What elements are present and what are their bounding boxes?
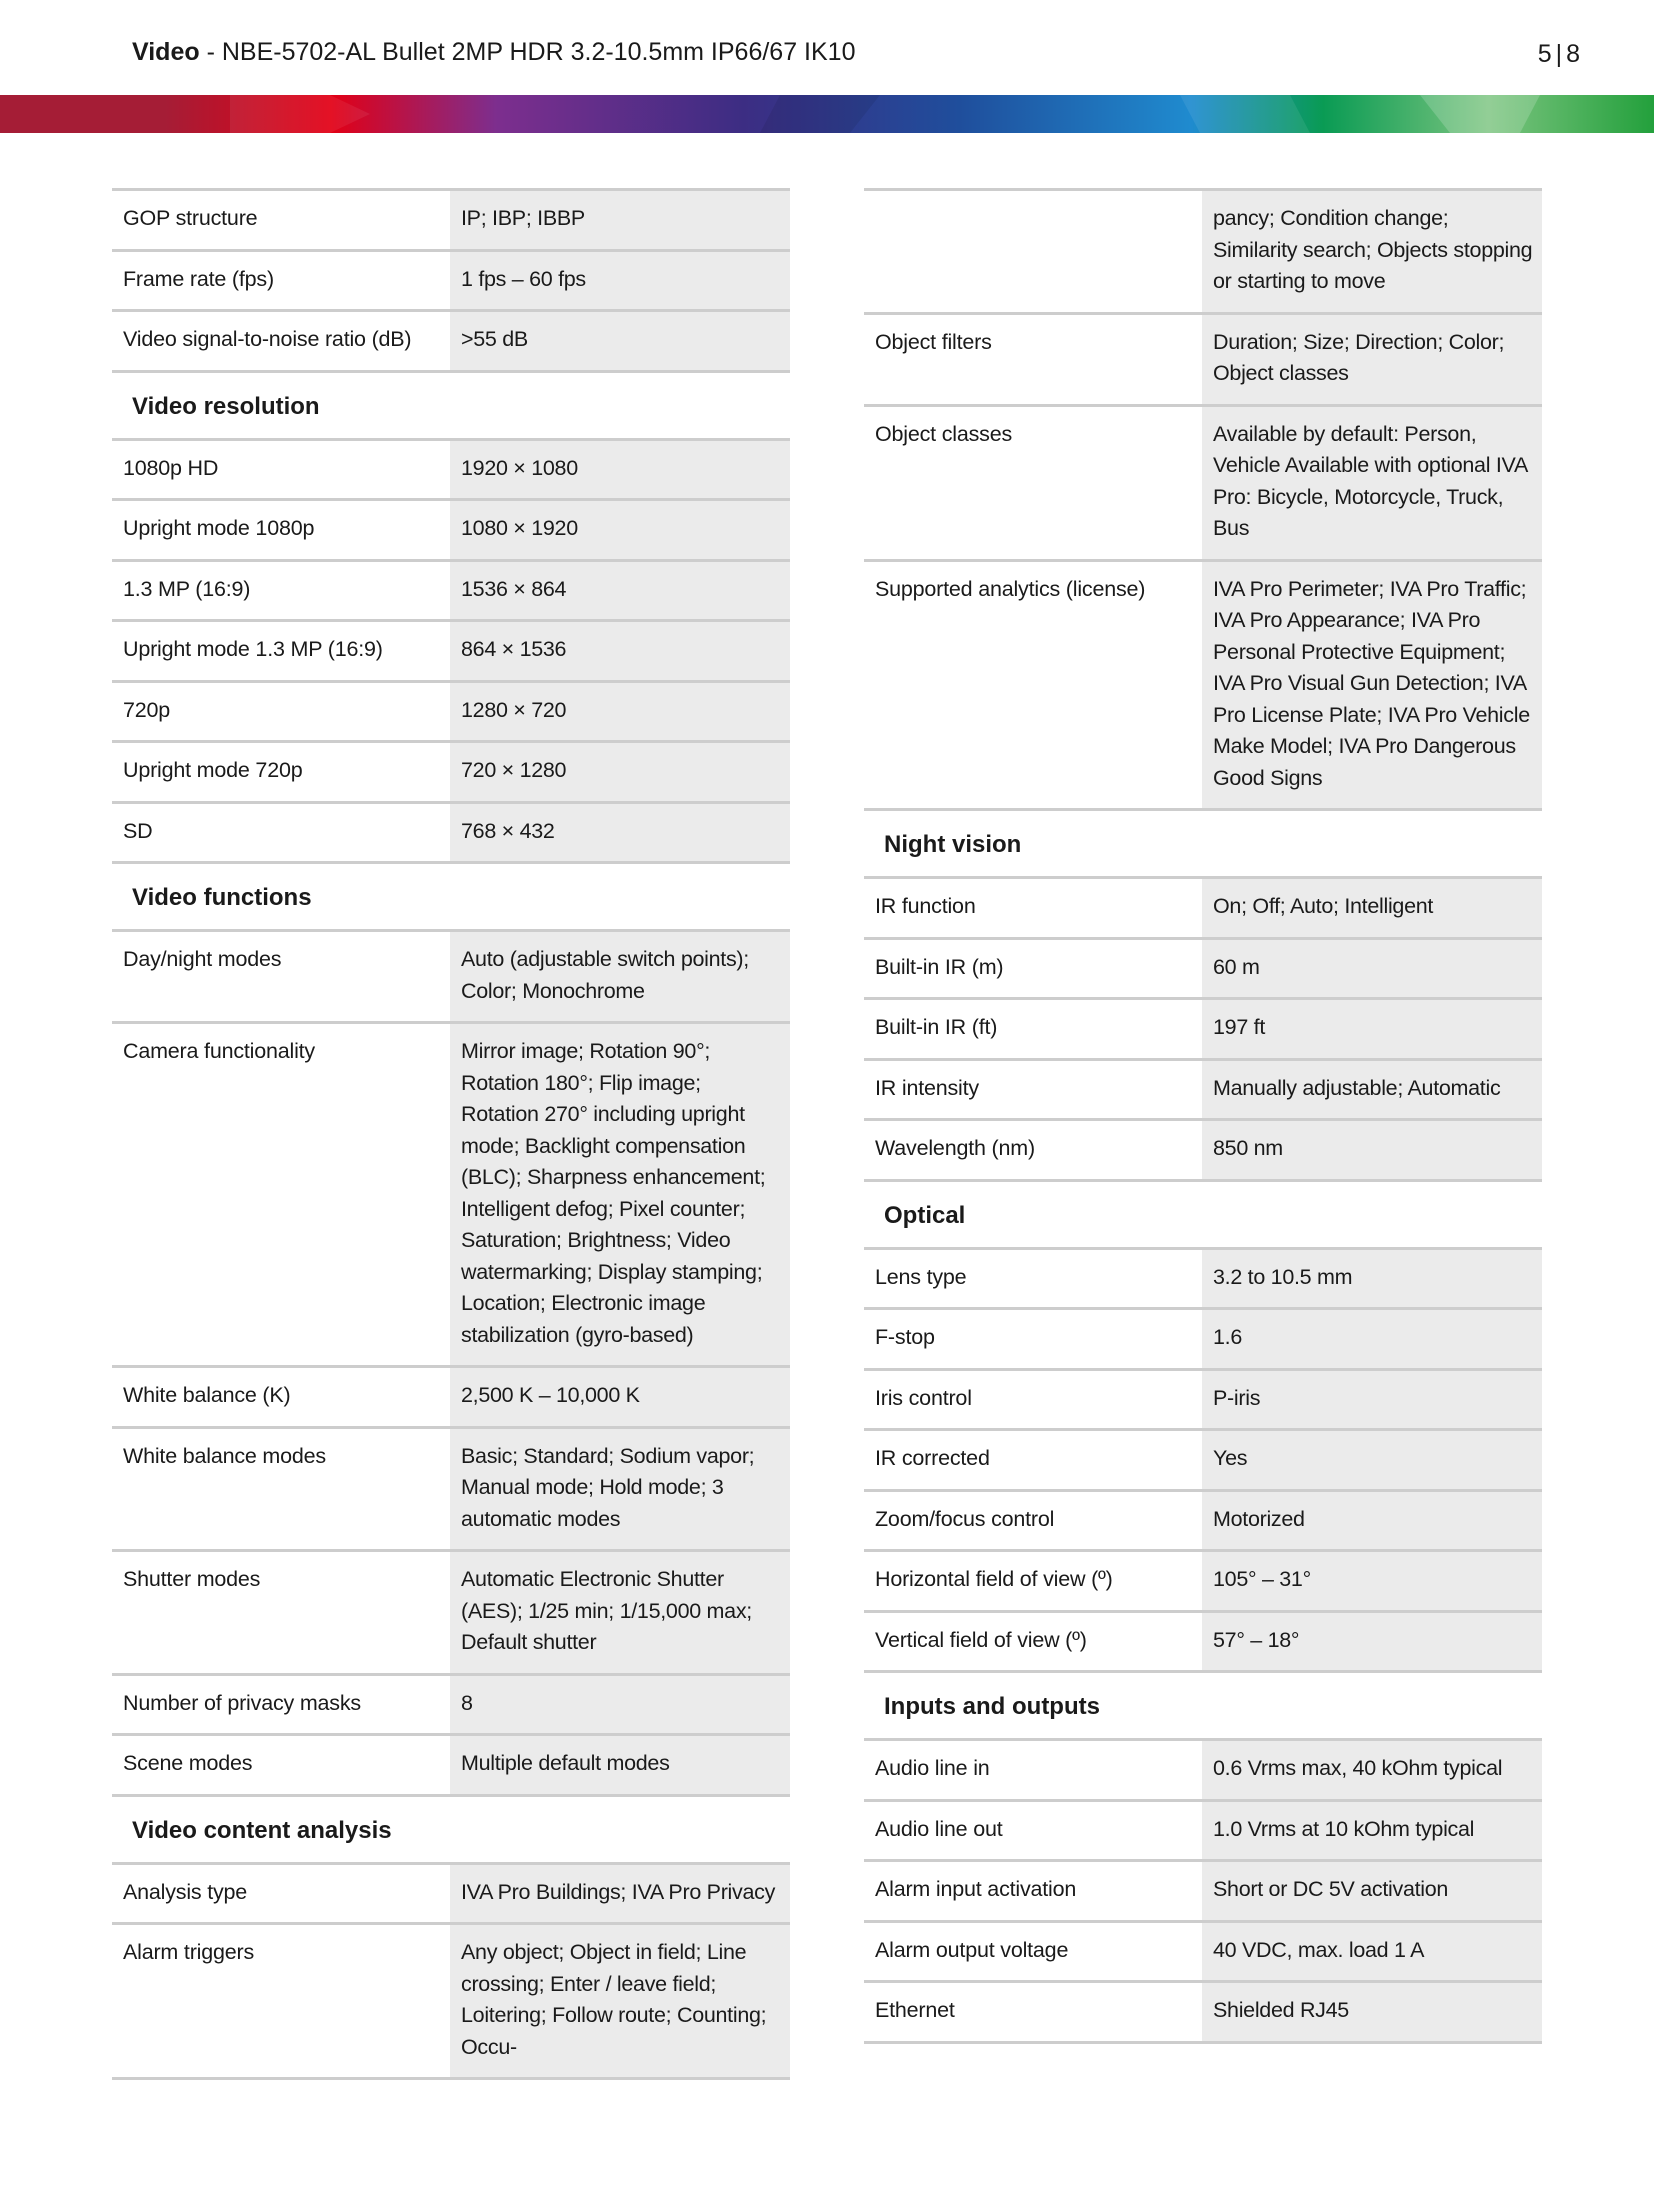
spec-label: Upright mode 1.3 MP (16:9) xyxy=(123,637,383,661)
spec-label: IR function xyxy=(875,894,976,918)
spec-value: 3.2 to 10.5 mm xyxy=(1202,1250,1542,1308)
spec-value: Mirror image; Rotation 90°; Rotation 180°; Flip image; Rotation 270° including upright mode; Backlight compensation (BLC); Sharpness enhancement; Intelligent defog; Pixel counter; Saturation; Brightness; Video watermarking; Display stamping; Location; Electronic image stabilization (gyro-based) xyxy=(450,1024,790,1365)
spec-value: pancy; Condition change; Similarity search; Objects stopping or starting to move xyxy=(1202,191,1542,312)
brand-stripe-graphic xyxy=(0,95,1654,133)
spec-label xyxy=(864,191,1202,312)
right-spec-column xyxy=(864,188,1542,2044)
spec-value: Multiple default modes xyxy=(450,1736,790,1794)
spec-row xyxy=(864,876,1542,937)
spec-row xyxy=(112,309,790,370)
spec-value: >55 dB xyxy=(450,312,790,370)
spec-row xyxy=(864,1368,1542,1429)
spec-label: White balance (K) xyxy=(123,1383,291,1407)
brand-color-stripe xyxy=(0,95,1654,133)
spec-row xyxy=(112,188,790,249)
section-heading: Video content analysis xyxy=(112,1794,790,1862)
spec-row xyxy=(112,249,790,310)
spec-value: 0.6 Vrms max, 40 kOhm typical xyxy=(1202,1741,1542,1799)
spec-row xyxy=(864,404,1542,559)
spec-value: IVA Pro Perimeter; IVA Pro Traffic; IVA Pro Appearance; IVA Pro Personal Protective Equipment; IVA Pro Visual Gun Detection; IVA Pro License Plate; IVA Pro Vehicle Make Model; IVA Pro Dangerous Good Signs xyxy=(1202,562,1542,809)
spec-value: 2,500 K – 10,000 K xyxy=(450,1368,790,1426)
spec-row xyxy=(864,1118,1542,1179)
spec-value: 40 VDC, max. load 1 A xyxy=(1202,1923,1542,1981)
spec-row xyxy=(112,1021,790,1365)
spec-label: Audio line in xyxy=(875,1756,990,1780)
spec-label: Wavelength (nm) xyxy=(875,1136,1035,1160)
spec-label: Built-in IR (ft) xyxy=(875,1015,998,1039)
spec-value: IVA Pro Buildings; IVA Pro Privacy xyxy=(450,1865,790,1923)
spec-row xyxy=(112,619,790,680)
spec-value: Available by default: Person, Vehicle Available with optional IVA Pro: Bicycle, Motorcycle, Truck, Bus xyxy=(1202,407,1542,559)
spec-value: 57° – 18° xyxy=(1202,1613,1542,1671)
spec-value: 1 fps – 60 fps xyxy=(450,252,790,310)
spec-label: Alarm input activation xyxy=(875,1877,1077,1901)
spec-value: 864 × 1536 xyxy=(450,622,790,680)
spec-row xyxy=(112,740,790,801)
spec-label: Scene modes xyxy=(123,1751,253,1775)
spec-row xyxy=(112,929,790,1021)
section-heading: Night vision xyxy=(864,808,1542,876)
spec-value: 8 xyxy=(450,1676,790,1734)
spec-value: Shielded RJ45 xyxy=(1202,1983,1542,2041)
spec-row xyxy=(112,801,790,862)
spec-label: Frame rate (fps) xyxy=(123,266,274,291)
spec-row xyxy=(864,1058,1542,1119)
spec-value: Automatic Electronic Shutter (AES); 1/25 min; 1/15,000 max; Default shutter xyxy=(450,1552,790,1673)
spec-label: Object filters xyxy=(875,329,992,354)
spec-label: Object classes xyxy=(875,421,1013,446)
spec-row xyxy=(112,1673,790,1734)
spec-label: IR intensity xyxy=(875,1075,979,1100)
spec-value: 1.0 Vrms at 10 kOhm typical xyxy=(1202,1802,1542,1860)
spec-row xyxy=(864,1738,1542,1799)
spec-value: 1280 × 720 xyxy=(450,683,790,741)
spec-value: 1536 × 864 xyxy=(450,562,790,620)
spec-row xyxy=(864,1610,1542,1671)
spec-row xyxy=(864,1980,1542,2044)
spec-row xyxy=(864,997,1542,1058)
spec-value: 105° – 31° xyxy=(1202,1552,1542,1610)
spec-row xyxy=(112,680,790,741)
spec-label: Audio line out xyxy=(875,1816,1003,1841)
spec-label: 720p xyxy=(123,697,171,722)
spec-label: Alarm output voltage xyxy=(875,1937,1069,1962)
spec-label: F-stop xyxy=(875,1325,935,1349)
spec-value: 1.6 xyxy=(1202,1310,1542,1368)
spec-value: Manually adjustable; Automatic xyxy=(1202,1061,1542,1119)
spec-label: Lens type xyxy=(875,1264,967,1289)
spec-value: Short or DC 5V activation xyxy=(1202,1862,1542,1920)
spec-label: Upright mode 720p xyxy=(123,758,303,782)
spec-row xyxy=(864,1859,1542,1920)
spec-row xyxy=(112,1862,790,1923)
spec-value: P-iris xyxy=(1202,1371,1542,1429)
spec-label: IR corrected xyxy=(875,1446,990,1470)
spec-label: Upright mode 1080p xyxy=(123,516,315,540)
spec-value: IP; IBP; IBBP xyxy=(450,191,790,249)
spec-label: Video signal-to-noise ratio (dB) xyxy=(123,327,412,351)
spec-label: Ethernet xyxy=(875,1998,955,2022)
spec-row xyxy=(864,188,1542,312)
spec-value: 720 × 1280 xyxy=(450,743,790,801)
spec-label: GOP structure xyxy=(123,206,258,230)
page-current: 5 xyxy=(1537,40,1552,68)
spec-row xyxy=(112,1922,790,2080)
section-heading: Video resolution xyxy=(112,370,790,438)
spec-label: Zoom/focus control xyxy=(875,1506,1055,1531)
spec-value: Basic; Standard; Sodium vapor; Manual mode; Hold mode; 3 automatic modes xyxy=(450,1429,790,1550)
spec-value: Any object; Object in field; Line crossing; Enter / leave field; Loitering; Follow route; Counting; Occu- xyxy=(450,1925,790,2077)
spec-row xyxy=(112,1733,790,1794)
document-product-name: - NBE-5702-AL Bullet 2MP HDR 3.2-10.5mm IP66/67 IK10 xyxy=(199,38,856,66)
document-title xyxy=(132,38,855,67)
spec-row xyxy=(112,559,790,620)
spec-value: 850 nm xyxy=(1202,1121,1542,1179)
spec-row xyxy=(864,1307,1542,1368)
spec-row xyxy=(864,1920,1542,1981)
spec-row xyxy=(864,312,1542,404)
spec-label: Iris control xyxy=(875,1385,972,1410)
page-number xyxy=(1538,40,1580,69)
spec-label: Built-in IR (m) xyxy=(875,954,1004,979)
spec-row xyxy=(864,1247,1542,1308)
spec-label: 1080p HD xyxy=(123,455,219,480)
spec-row xyxy=(112,1426,790,1550)
spec-value: Motorized xyxy=(1202,1492,1542,1550)
spec-label: White balance modes xyxy=(123,1443,326,1468)
spec-label: Horizontal field of view (º) xyxy=(875,1567,1113,1591)
spec-row xyxy=(112,1549,790,1673)
spec-value: Duration; Size; Direction; Color; Object classes xyxy=(1202,315,1542,404)
left-spec-column xyxy=(112,188,790,2080)
spec-value: 768 × 432 xyxy=(450,804,790,862)
spec-value: 197 ft xyxy=(1202,1000,1542,1058)
spec-row xyxy=(864,1549,1542,1610)
spec-row xyxy=(112,1365,790,1426)
spec-label: 1.3 MP (16:9) xyxy=(123,576,251,601)
spec-row xyxy=(864,937,1542,998)
spec-value: 1080 × 1920 xyxy=(450,501,790,559)
spec-value: Auto (adjustable switch points); Color; Monochrome xyxy=(450,932,790,1021)
spec-label: Vertical field of view (º) xyxy=(875,1627,1087,1652)
page-separator: | xyxy=(1555,40,1563,68)
spec-value: 60 m xyxy=(1202,940,1542,998)
spec-row xyxy=(112,438,790,499)
page-header xyxy=(0,0,1654,95)
section-heading: Inputs and outputs xyxy=(864,1670,1542,1738)
spec-label: Number of privacy masks xyxy=(123,1690,361,1715)
spec-value: Yes xyxy=(1202,1431,1542,1489)
spec-label: Alarm triggers xyxy=(123,1940,255,1964)
spec-value: On; Off; Auto; Intelligent xyxy=(1202,879,1542,937)
spec-label: Camera functionality xyxy=(123,1039,315,1063)
spec-row xyxy=(864,1489,1542,1550)
spec-label: Day/night modes xyxy=(123,947,282,971)
spec-label: Shutter modes xyxy=(123,1567,261,1591)
section-heading: Optical xyxy=(864,1179,1542,1247)
spec-row xyxy=(864,1799,1542,1860)
document-category: Video xyxy=(132,38,200,66)
spec-value: 1920 × 1080 xyxy=(450,441,790,499)
spec-label: Analysis type xyxy=(123,1879,248,1904)
page-total: 8 xyxy=(1566,40,1580,68)
stripe-facet xyxy=(1180,95,1310,133)
spec-row xyxy=(864,1428,1542,1489)
spec-label: SD xyxy=(123,818,153,843)
spec-label: Supported analytics (license) xyxy=(875,576,1146,601)
spec-row xyxy=(864,559,1542,809)
section-heading: Video functions xyxy=(112,861,790,929)
spec-row xyxy=(112,498,790,559)
